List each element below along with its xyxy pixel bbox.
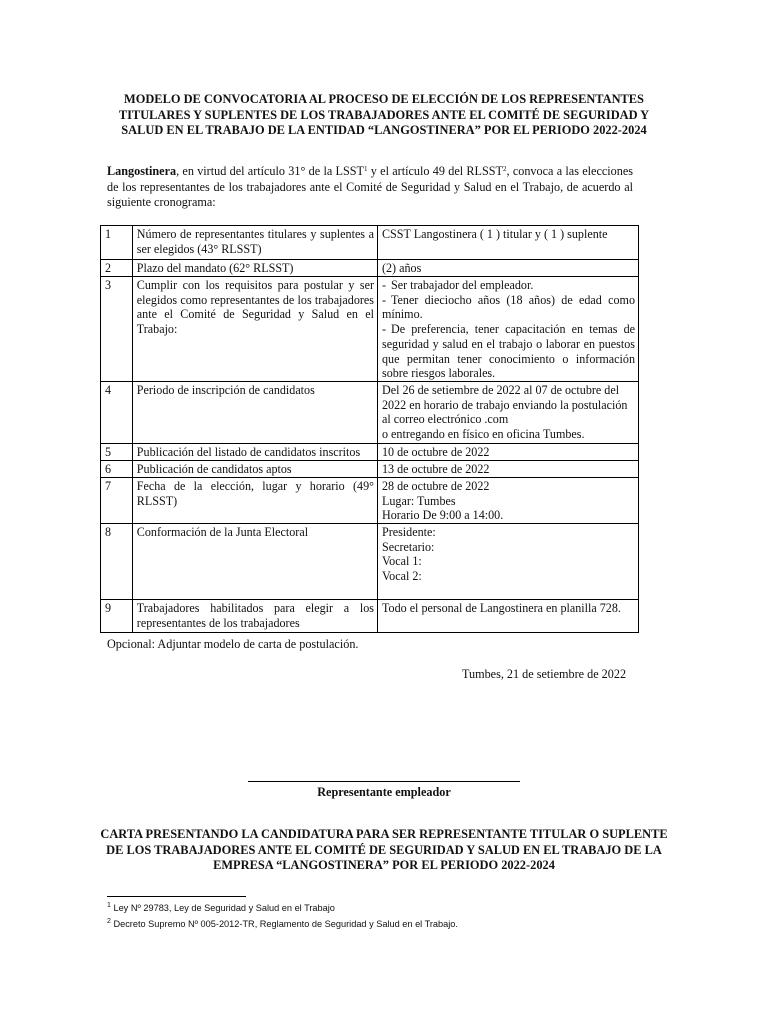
bullet-dash: - <box>381 292 387 307</box>
intro-text-a: , en virtud del artículo 31° de la LSST <box>176 164 364 178</box>
detail-line: Vocal 1: <box>381 554 422 569</box>
row-details <box>377 600 638 633</box>
row-details <box>377 226 638 260</box>
row-number: 9 <box>101 600 133 633</box>
footnote-1 <box>107 903 335 913</box>
footnote-2 <box>107 919 458 929</box>
signature-line <box>248 781 520 782</box>
row-item: Trabajadores habilitados para elegir a los representantes de los trabajadores <box>132 600 377 633</box>
schedule-row <box>101 260 639 277</box>
detail-line: Del 26 de setiembre de 2022 al 07 de octubre del 2022 en horario de trabajo enviando la postulación al correo electrónico .com <box>381 382 628 427</box>
schedule-row <box>101 226 639 260</box>
detail-line: Horario De 9:00 a 14:00. <box>381 508 504 523</box>
schedule-row <box>101 600 639 633</box>
detail-line: Presidente: <box>381 525 436 540</box>
row-item: Número de representantes titulares y suplentes a ser elegidos (43° RLSST) <box>132 226 377 260</box>
requirement-bullet <box>382 278 635 293</box>
optional-note: Opcional: Adjuntar modelo de carta de postulación. <box>107 637 359 651</box>
intro-text-b: y el artículo 49 del RLSST <box>367 164 503 178</box>
row-item: Periodo de inscripción de candidatos <box>132 381 377 443</box>
row-number: 7 <box>101 477 133 523</box>
company-name: Langostinera <box>107 164 177 178</box>
footnote-separator <box>107 896 246 897</box>
detail-line: Vocal 2: <box>381 569 422 584</box>
detail-line: Todo el personal de Langostinera en planilla 728. <box>381 601 621 616</box>
row-details <box>377 524 638 600</box>
footnote-mark-1: 1 <box>107 902 111 909</box>
detail-line: Secretario: <box>381 539 435 554</box>
detail-line: 28 de octubre de 2022 <box>381 478 490 493</box>
footnote-text-2: Decreto Supremo Nº 005-2012-TR, Reglamento de Seguridad y Salud en el Trabajo. <box>110 919 458 929</box>
detail-line: CSST Langostinera ( 1 ) titular y ( 1 ) suplente <box>381 227 608 241</box>
detail-line: Lugar: Tumbes <box>381 493 456 508</box>
signature-label: Representante empleador <box>317 785 451 799</box>
schedule-table <box>100 225 639 633</box>
row-number: 2 <box>101 260 133 277</box>
schedule-row <box>101 277 639 382</box>
bullet-text: De preferencia, tener capacitación en temas de seguridad y salud en el trabajo o laborar en puestos que permitan tener conocimiento o información sobre riesgos laborales. <box>381 322 635 381</box>
detail-line: 13 de octubre de 2022 <box>381 461 490 476</box>
row-item: Fecha de la elección, lugar y horario (49° RLSST) <box>132 477 377 523</box>
intro-paragraph <box>107 164 633 211</box>
row-item: Publicación de candidatos aptos <box>132 460 377 477</box>
row-number: 4 <box>101 381 133 443</box>
footnote-text-1: Ley Nº 29783, Ley de Seguridad y Salud en el Trabajo <box>110 903 335 913</box>
row-item: Publicación del listado de candidatos inscritos <box>132 443 377 460</box>
row-number: 6 <box>101 460 133 477</box>
row-number: 3 <box>101 277 133 382</box>
schedule-row <box>101 381 639 443</box>
footnote-ref-1: 1 <box>363 165 368 173</box>
row-item: Plazo del mandato (62° RLSST) <box>132 260 377 277</box>
requirement-bullet <box>382 293 635 322</box>
row-details <box>377 381 638 443</box>
place-date: Tumbes, 21 de setiembre de 2022 <box>462 667 627 681</box>
detail-line: o entregando en físico en oficina Tumbes. <box>381 427 585 442</box>
row-details <box>377 460 638 477</box>
row-details <box>377 277 638 382</box>
bullet-dash: - <box>381 278 387 292</box>
detail-line: 10 de octubre de 2022 <box>381 444 490 459</box>
row-item: Cumplir con los requisitos para postular y ser elegidos como representantes de los trabajadores ante el Comité de Seguridad y Salud en el Trabajo: <box>132 277 377 382</box>
schedule-row <box>101 477 639 523</box>
document-title: MODELO DE CONVOCATORIA AL PROCESO DE ELECCIÓN DE LOS REPRESENTANTES TITULARES Y SUPLENTES DE LOS TRABAJADORES ANTE EL COMITÉ DE SEGURIDAD Y SALUD EN EL TRABAJO DE LA ENTIDAD “LANGOSTINERA” POR EL PERIODO 2022-2024 <box>118 92 650 137</box>
letter-title: CARTA PRESENTANDO LA CANDIDATURA PARA SER REPRESENTANTE TITULAR O SUPLENTE DE LOS TRABAJADORES ANTE EL COMITÉ DE SEGURIDAD Y SALUD EN EL TRABAJO DE LA EMPRESA “LANGOSTINERA” POR EL PERIODO 2022-2024 <box>100 827 668 872</box>
footnote-mark-2: 2 <box>107 918 111 925</box>
schedule-row <box>101 524 639 600</box>
detail-line: (2) años <box>381 261 422 275</box>
row-details <box>377 260 638 277</box>
row-details <box>377 443 638 460</box>
bullet-text: Ser trabajador del empleador. <box>390 278 534 292</box>
row-number: 8 <box>101 524 133 600</box>
row-details <box>377 477 638 523</box>
bullet-text: Tener dieciocho años (18 años) de edad como mínimo. <box>381 292 635 322</box>
schedule-row <box>101 443 639 460</box>
intro-text-c: , convoca a las elecciones de los representantes de los trabajadores ante el Comité de Seguridad y Salud en el Trabajo, de acuerdo al siguiente cronograma: <box>107 164 633 209</box>
requirement-bullet <box>382 322 635 381</box>
schedule-row <box>101 460 639 477</box>
row-number: 1 <box>101 226 133 260</box>
bullet-dash: - <box>381 322 387 337</box>
row-number: 5 <box>101 443 133 460</box>
footnote-ref-2: 2 <box>502 165 507 173</box>
row-item: Conformación de la Junta Electoral <box>132 524 377 600</box>
